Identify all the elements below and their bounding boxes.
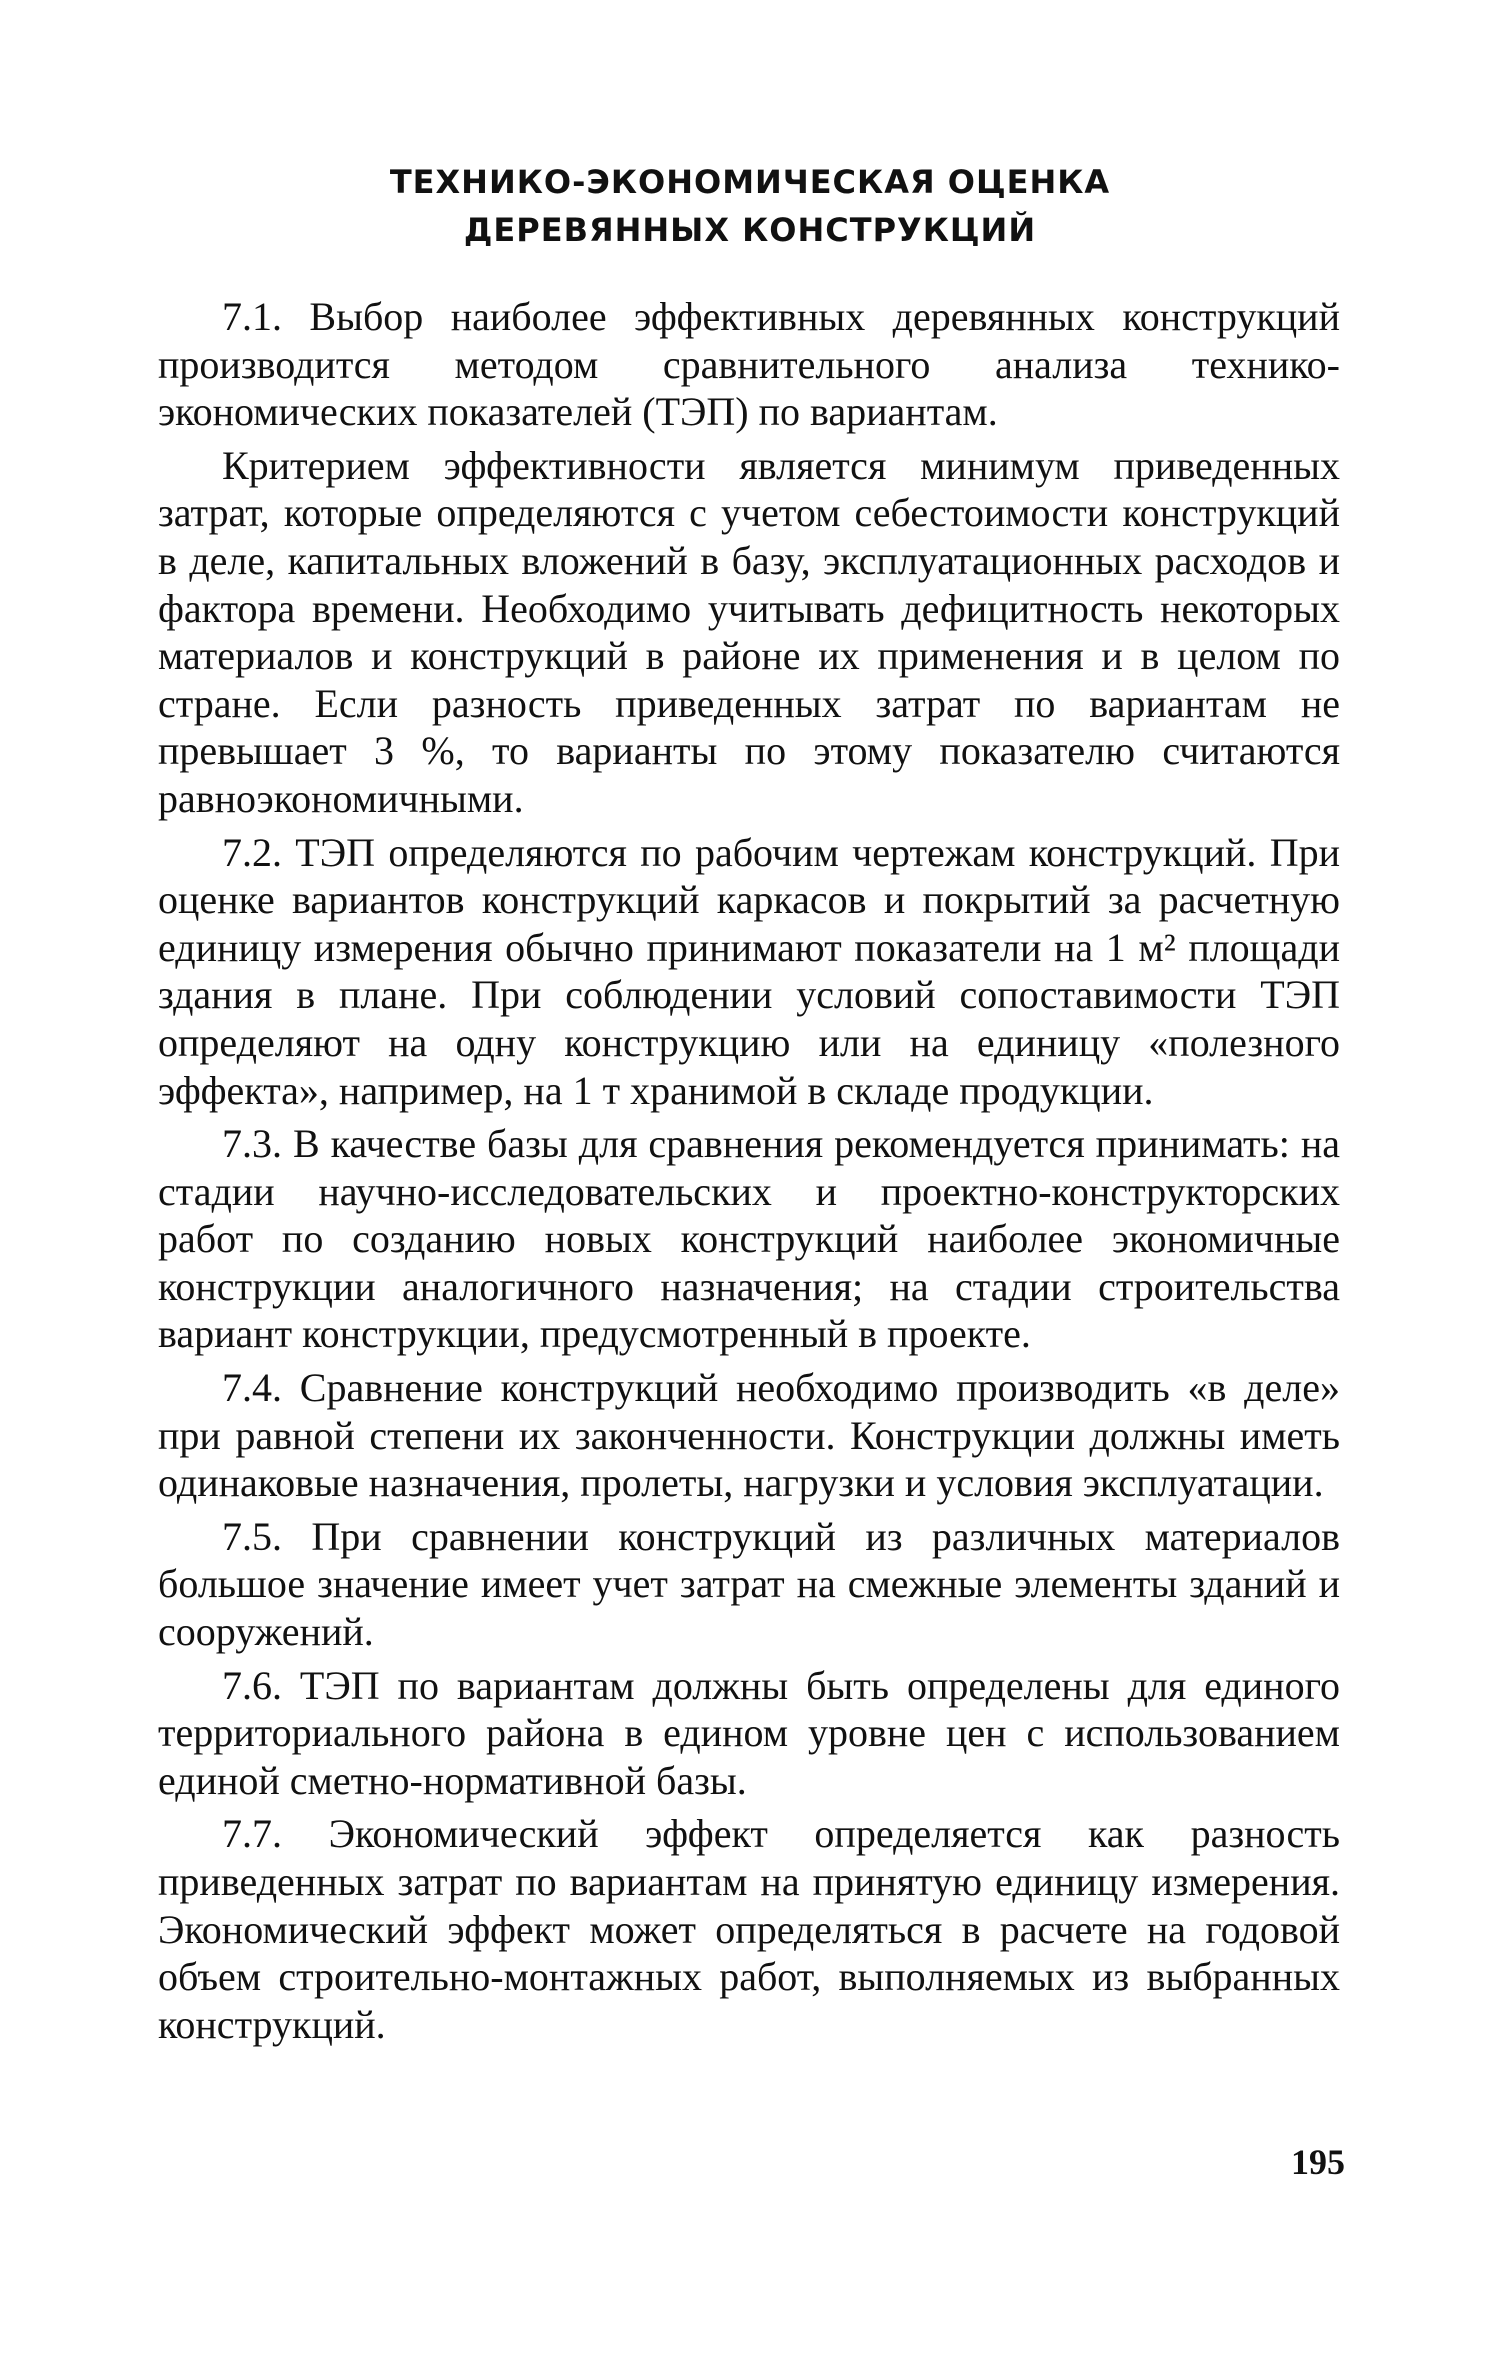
- paragraph-7-5: 7.5. При сравнении конструкций из различных материалов большое значение имеет учет затрат на смежные элементы зданий и сооружений.: [158, 1513, 1340, 1655]
- paragraph-7-6: 7.6. ТЭП по вариантам должны быть определены для единого территориального района в едином уровне цен с использованием единой сметно-нормативной базы.: [158, 1662, 1340, 1803]
- paragraph-criteria: Критерием эффективности является минимум приведенных затрат, которые определяются с учетом себестоимости конструкций в деле, капитальных вложений в базу, эксплуатационных расходов и фактора времени. Необходимо учитывать дефицитность некоторых материалов и конструкций в районе их применения и в целом по стране. Если разность приведенных затрат по вариантам не превышает 3 %, то варианты по этому показателю считаются равноэкономичными.: [158, 442, 1340, 821]
- paragraph-7-7: 7.7. Экономический эффект определяется как разность приведенных затрат по вариантам на принятую единицу измерения. Экономический эффект может определяться в расчете на годовой объем строительно-монтажных работ, выполняемых из выбранных конструкций.: [158, 1811, 1340, 2047]
- paragraph-7-2: 7.2. ТЭП определяются по рабочим чертежам конструкций. При оценке вариантов конструкций каркасов и покрытий за расчетную единицу измерения обычно принимают показатели на 1 м² площади здания в плане. При соблюдении условий сопоставимости ТЭП определяют на одну конструкцию или на единицу «полезного эффекта», например, на 1 т хранимой в складе продукции.: [158, 829, 1340, 1113]
- paragraph-7-4: 7.4. Сравнение конструкций необходимо производить «в деле» при равной степени их законченности. Конструкции должны иметь одинаковые назначения, пролеты, нагрузки и условия эксплуатации.: [158, 1365, 1340, 1506]
- body-text: [158, 293, 1340, 2054]
- section-title: [155, 158, 1345, 254]
- section-title-line-1: ТЕХНИКО-ЭКОНОМИЧЕСКАЯ ОЦЕНКА: [389, 163, 1111, 201]
- page-number: 195: [1291, 2142, 1345, 2182]
- section-title-line-2: ДЕРЕВЯННЫХ КОНСТРУКЦИЙ: [463, 211, 1037, 249]
- paragraph-7-3: 7.3. В качестве базы для сравнения рекомендуется принимать: на стадии научно-исследовательских и проектно-конструкторских работ по созданию новых конструкций наиболее экономичные конструкции аналогичного назначения; на стадии строительства вариант конструкции, предусмотренный в проекте.: [158, 1121, 1340, 1357]
- paragraph-7-1: 7.1. Выбор наиболее эффективных деревянных конструкций производится методом сравнительного анализа технико-экономических показателей (ТЭП) по вариантам.: [158, 294, 1340, 435]
